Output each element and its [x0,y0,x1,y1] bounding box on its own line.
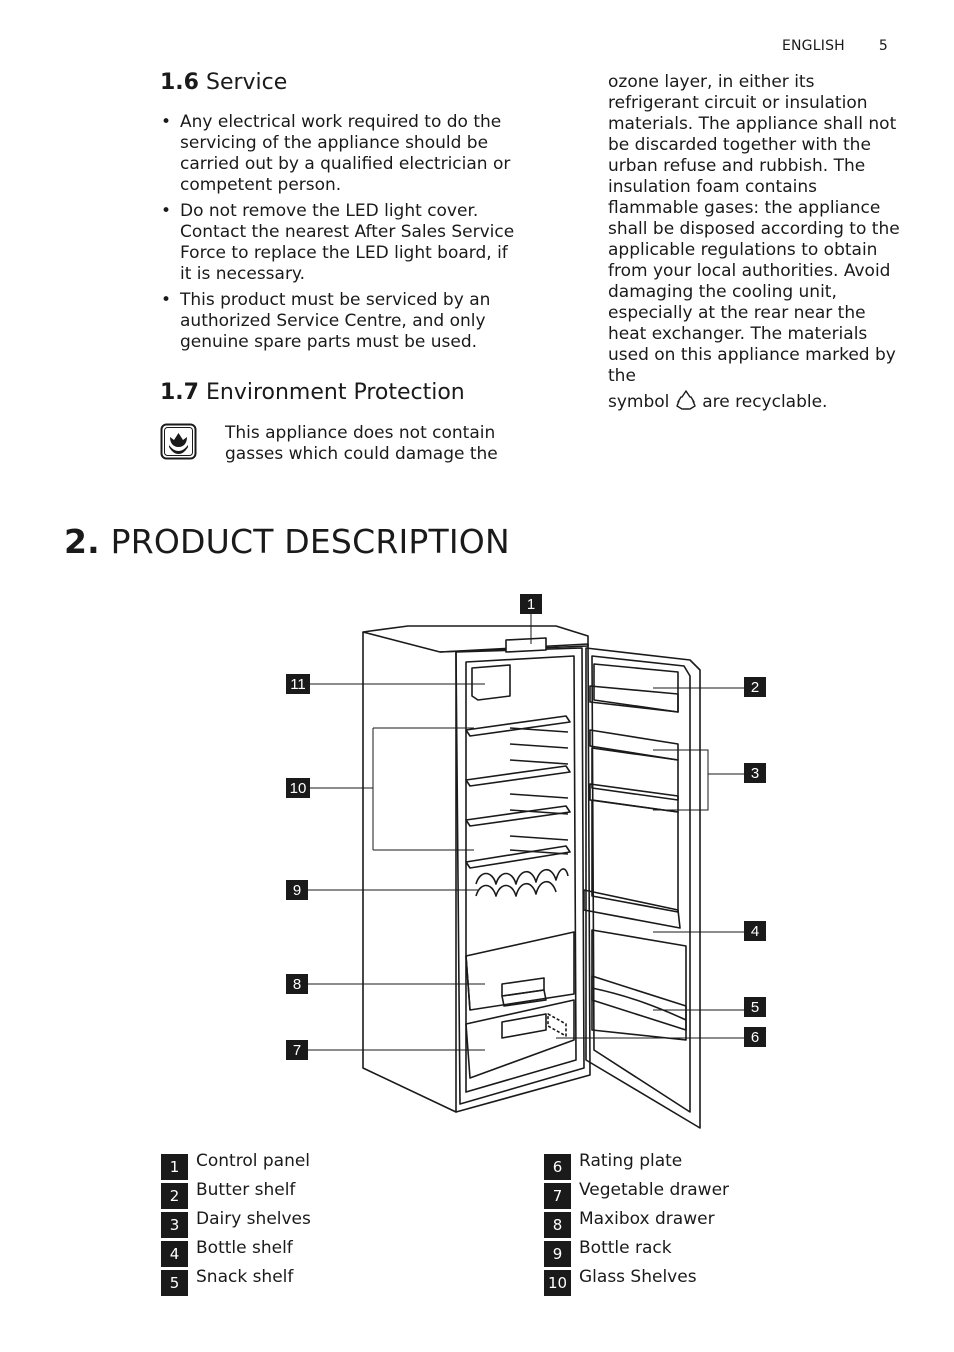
service-number: 1.6 [160,70,199,95]
service-title: Service [205,70,288,95]
legend-number: 1 [161,1154,188,1180]
legend-label: Butter shelf [196,1180,296,1200]
callout-label: 10 [289,780,307,797]
callout-label: 9 [292,882,302,899]
environment-text: This appliance does not contain gasses which could damage the [225,423,498,464]
legend-number: 6 [544,1154,571,1180]
callout-label: 6 [750,1029,760,1046]
callout-label: 3 [750,765,760,782]
legend-number: 8 [544,1212,571,1238]
service-bullet: • Any electrical work required to do the servicing of the appliance should be carried out by a qualified electrician or competent person. [161,112,516,196]
symbol-suffix: are recyclable. [702,392,828,412]
legend-label: Bottle rack [579,1238,672,1258]
callout-label: 4 [750,923,760,940]
product-title: PRODUCT DESCRIPTION [110,522,510,561]
callout-label: 11 [290,676,306,693]
legend-label: Bottle shelf [196,1238,293,1258]
legend-number: 2 [161,1183,188,1209]
legend-label: Vegetable drawer [579,1180,730,1200]
legend-number: 9 [544,1241,571,1267]
legend-number: 5 [161,1270,188,1296]
service-bullet: • This product must be serviced by an authorized Service Centre, and only genuine spare parts must be used. [161,290,516,353]
fridge-body [363,626,700,1128]
callout-label: 7 [292,1042,302,1059]
legend-number: 3 [161,1212,188,1238]
environment-title: Environment Protection [205,380,465,405]
callout-label: 2 [750,679,760,696]
page-number: 5 [878,38,888,54]
legend-label: Maxibox drawer [579,1209,715,1229]
callout-label: 5 [750,999,760,1016]
legend-number: 10 [544,1270,571,1296]
legend-number: 4 [161,1241,188,1267]
product-number: 2. [64,522,100,561]
callout-label: 8 [292,976,302,993]
legend-label: Rating plate [579,1151,683,1171]
legend-label: Dairy shelves [196,1209,311,1229]
environment-number: 1.7 [160,380,199,405]
legend-label: Control panel [196,1151,311,1171]
callout-label: 1 [526,596,536,613]
service-bullet: • Do not remove the LED light cover. Contact the nearest After Sales Service Force to replace the LED light board, if it is necessary. [161,201,516,285]
legend-label: Glass Shelves [579,1267,697,1287]
environment-continued-text: ozone layer, in either its refrigerant circuit or insulation materials. The appliance shall not be discarded together with the urban refuse and rubbish. The insulation foam contains flammable gases: the appliance shall be disposed according to the applicable regulations to obtain from your local authorities. Avoid damaging the cooling unit, especially at the rear near the heat exchanger. The materials used on this appliance marked by the [608,72,900,386]
symbol-prefix: symbol [608,392,670,412]
legend-label: Snack shelf [196,1267,294,1287]
legend-number: 7 [544,1183,571,1209]
header-language: ENGLISH [781,38,845,54]
